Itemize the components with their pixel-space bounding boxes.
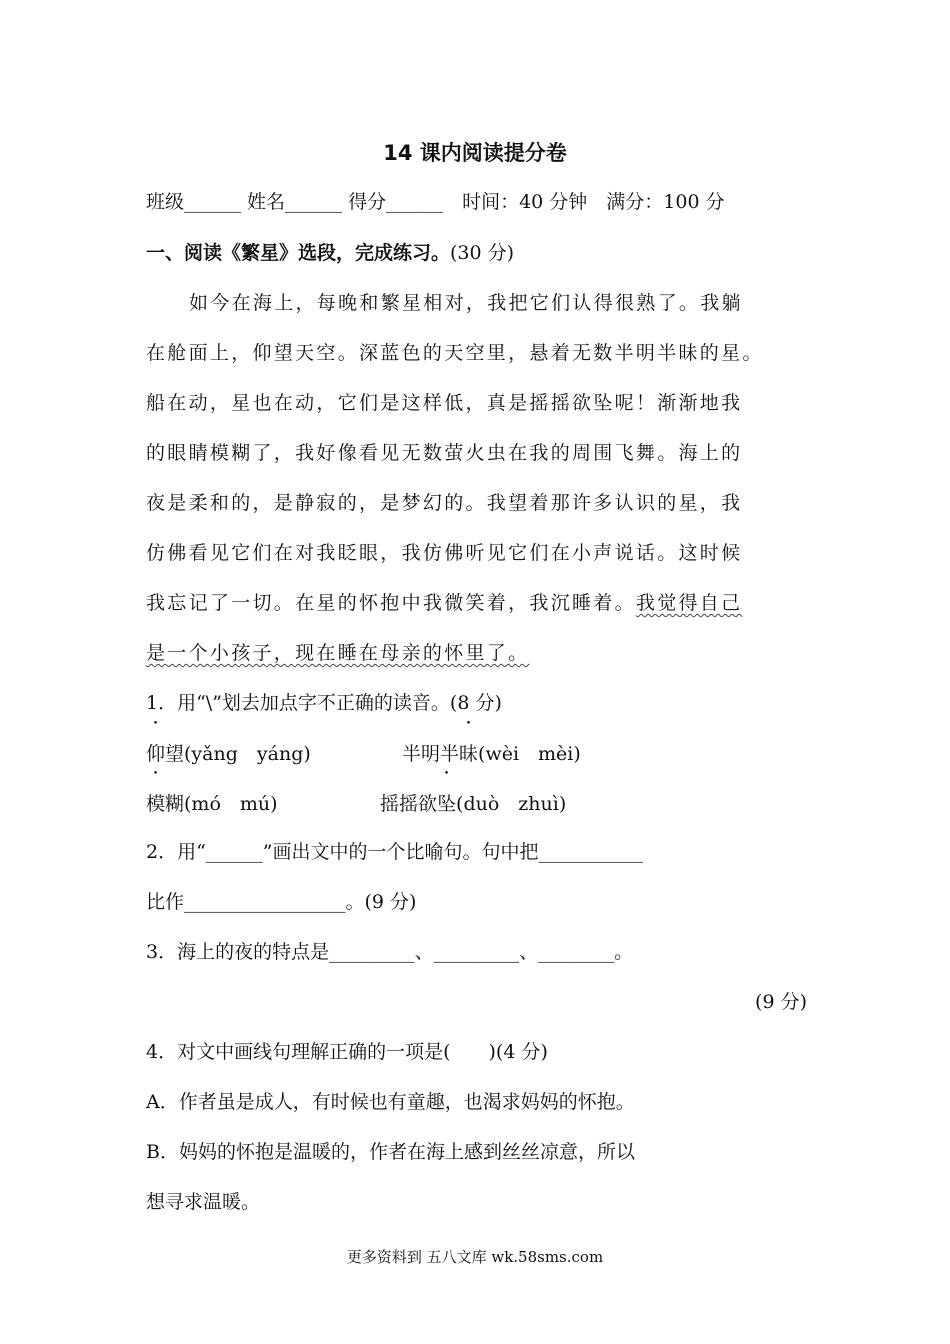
word-prefix: 半明半 [402, 743, 460, 765]
pinyin-choice: (wèi mèi) [478, 743, 581, 765]
question-3-points: (9 分) [755, 991, 807, 1013]
dotted-char: 坠 [437, 793, 457, 815]
passage-line-7 [146, 588, 742, 615]
question-1-item-4 [380, 789, 566, 816]
pinyin-choice: 望(yǎng yáng) [165, 743, 311, 765]
passage-line-8 [146, 638, 529, 665]
question-1-stem: 1．用“\”划去加点字不正确的读音。(8 分) [146, 692, 502, 714]
section-points: (30 分) [450, 242, 515, 264]
dotted-char: 模 [146, 793, 166, 815]
question-2-line-2: 比作_________________。(9 分) [146, 891, 417, 913]
underlined-sentence-part-1: 我觉得自己 [635, 592, 743, 614]
section-heading [146, 238, 514, 265]
word-prefix: 摇摇欲 [380, 793, 438, 815]
section-heading-text: 一、阅读《繁星》选段，完成练习。 [146, 242, 451, 264]
option-b-line-2: 想寻求温暖。 [146, 1191, 261, 1213]
passage-line-5: 夜是柔和的，是静寂的，是梦幻的。我望着那许多认识的星，我 [146, 492, 743, 514]
dotted-char: 仰 [146, 743, 166, 765]
header-info: 班级______ 姓名______ 得分______ 时间：40 分钟 满分：100 分 [146, 191, 725, 213]
question-1-item-3 [146, 789, 278, 816]
passage-line-2: 在舱面上，仰望天空。深蓝色的天空里，悬着无数半明半昧的星。 [146, 342, 764, 364]
pinyin-choice: 糊(mó mú) [165, 793, 278, 815]
passage-line-3: 船在动，星也在动，它们是这样低，真是摇摇欲坠呢！渐渐地我 [146, 392, 743, 414]
question-1-item-1 [146, 739, 311, 766]
option-a: A．作者虽是成人，有时候也有童趣，也渴求妈妈的怀抱。 [146, 1091, 635, 1113]
footer-text: 更多资料到 五八文库 wk.58sms.com [346, 1248, 604, 1266]
dotted-char: 昧 [459, 743, 479, 765]
underlined-sentence-part-2: 是一个小孩子，现在睡在母亲的怀里了。 [146, 642, 530, 664]
pinyin-choice: (duò zhuì) [456, 793, 567, 815]
passage-line-6: 仿佛看见它们在对我眨眼，我仿佛听见它们在小声说话。这时候 [146, 542, 743, 564]
question-1-item-2 [402, 739, 581, 766]
page-title: 14 课内阅读提分卷 [383, 141, 567, 165]
question-3-line-1: 3．海上的夜的特点是_________、_________、________。 [146, 941, 634, 963]
question-2-line-1: 2．用“______”画出文中的一个比喻句。句中把___________ [146, 841, 644, 863]
option-b-line-1: B．妈妈的怀抱是温暖的，作者在海上感到丝丝凉意，所以 [146, 1141, 635, 1163]
passage-line-4: 的眼睛模糊了，我好像看见无数萤火虫在我的周围飞舞。海上的 [146, 442, 743, 464]
question-4-stem: 4．对文中画线句理解正确的一项是( )(4 分) [146, 1041, 548, 1063]
passage-line-7-plain: 我忘记了一切。在星的怀抱中我微笑着，我沉睡着。 [146, 592, 636, 614]
passage-line-1: 如今在海上，每晚和繁星相对，我把它们认得很熟了。我躺 [189, 292, 743, 314]
